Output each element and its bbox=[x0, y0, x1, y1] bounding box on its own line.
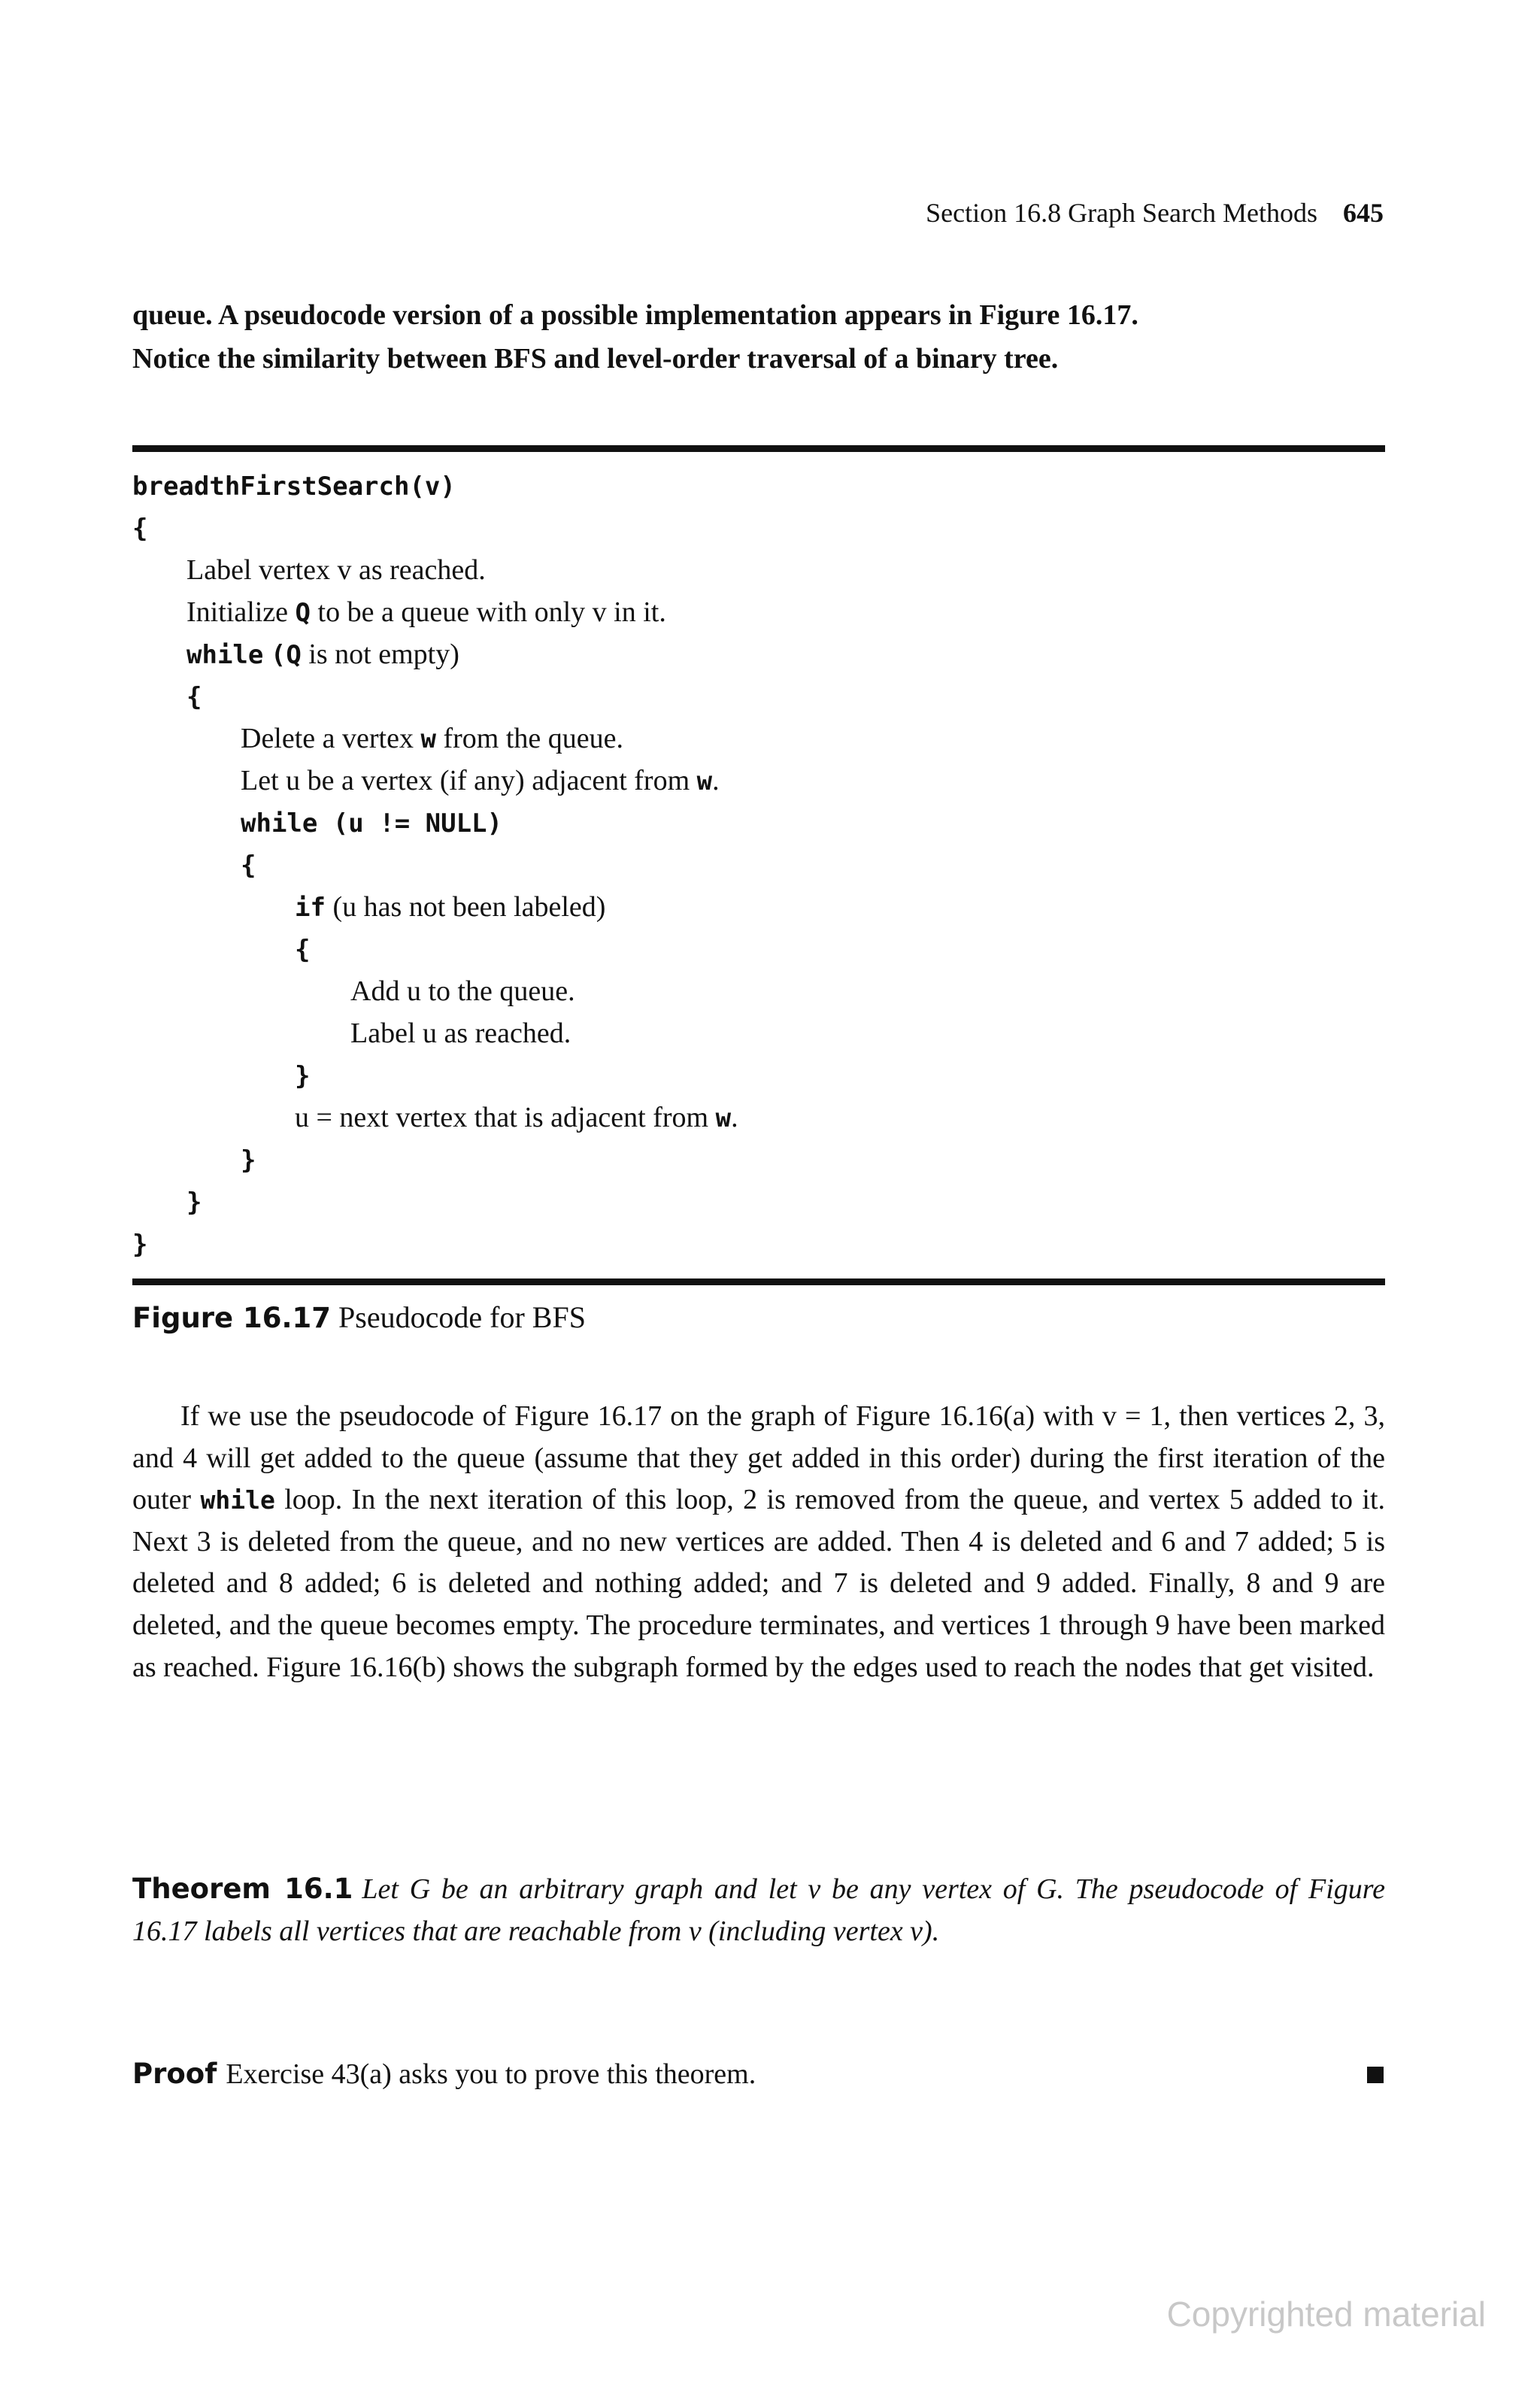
proof-label: Proof bbox=[132, 2058, 217, 2090]
code-open-brace-while1: { bbox=[186, 682, 202, 712]
code-open-brace-outer: { bbox=[132, 514, 148, 544]
code-label-v: Label vertex v as reached. bbox=[186, 554, 486, 586]
code-let-u: Let u be a vertex (if any) adjacent from w. bbox=[241, 765, 720, 796]
intro-paragraph bbox=[132, 293, 1385, 381]
proof-block bbox=[132, 2053, 1385, 2095]
code-open-brace-if: { bbox=[295, 935, 311, 965]
body-paragraph: If we use the pseudocode of Figure 16.17 on the graph of Figure 16.16(a) with v = 1, then vertices 2, 3, and 4 will get added to the queue (assume that they get added in this order) during the first iteration of the outer while loop. In the next iteration of this loop, 2 is removed from the queue, and vertex 5 added to it. Next 3 is deleted from the queue, and no new vertices are added. Then 4 is deleted and 6 and 7 added; 5 is deleted and 8 added; 6 is deleted and nothing added; and 7 is deleted and 9 added. Finally, 8 and 9 are deleted, and the queue becomes empty. The procedure terminates, and vertices 1 through 9 have been marked as reached. Figure 16.16(b) shows the subgraph formed by the edges used to reach the nodes that get visited. bbox=[132, 1400, 1386, 1683]
page-number: 645 bbox=[1343, 198, 1384, 228]
code-next-vertex: u = next vertex that is adjacent from w. bbox=[295, 1102, 738, 1133]
code-close-brace-outer: } bbox=[132, 1230, 148, 1260]
code-open-brace-while2: { bbox=[241, 851, 256, 881]
code-initialize-queue: Initialize Q to be a queue with only v in it. bbox=[186, 596, 666, 628]
theorem-body: Let G be an arbitrary graph and let v be any vertex of G. The pseudocode of Figure 16.17 labels all vertices that are reachable from v (including vertex v). bbox=[132, 1873, 1385, 1947]
code-close-brace-while2: } bbox=[241, 1145, 256, 1175]
code-function-signature: breadthFirstSearch(v) bbox=[132, 472, 456, 502]
theorem-label: Theorem 16.1 bbox=[132, 1873, 353, 1905]
figure-caption bbox=[132, 1300, 586, 1335]
while-keyword: while bbox=[200, 1485, 275, 1515]
code-close-brace-while1: } bbox=[186, 1187, 202, 1218]
code-label-u: Label u as reached. bbox=[350, 1018, 571, 1049]
proof-text: Exercise 43(a) asks you to prove this theorem. bbox=[226, 2058, 756, 2090]
qed-square-icon bbox=[1367, 2067, 1384, 2083]
code-while-queue: while (Q is not empty) bbox=[186, 638, 459, 670]
code-if-not-labeled: if (u has not been labeled) bbox=[295, 891, 606, 923]
intro-line-1: queue. A pseudocode version of a possible implementation appears in Figure 16.17. bbox=[132, 299, 1138, 331]
intro-line-2: Notice the similarity between BFS and level-order traversal of a binary tree. bbox=[132, 343, 1059, 375]
figure-caption-text: Pseudocode for BFS bbox=[338, 1300, 586, 1334]
code-delete-vertex: Delete a vertex w from the queue. bbox=[241, 723, 623, 754]
figure-label: Figure 16.17 bbox=[132, 1302, 332, 1334]
figure-bottom-rule bbox=[132, 1278, 1385, 1285]
section-title: Section 16.8 Graph Search Methods bbox=[926, 198, 1317, 228]
code-while-u: while (u != NULL) bbox=[241, 808, 502, 839]
running-header bbox=[926, 197, 1384, 229]
copyright-watermark: Copyrighted material bbox=[1166, 2295, 1486, 2334]
code-add-u: Add u to the queue. bbox=[350, 975, 575, 1007]
theorem-block bbox=[132, 1868, 1385, 1952]
figure-top-rule bbox=[132, 445, 1385, 452]
code-close-brace-if: } bbox=[295, 1061, 311, 1091]
